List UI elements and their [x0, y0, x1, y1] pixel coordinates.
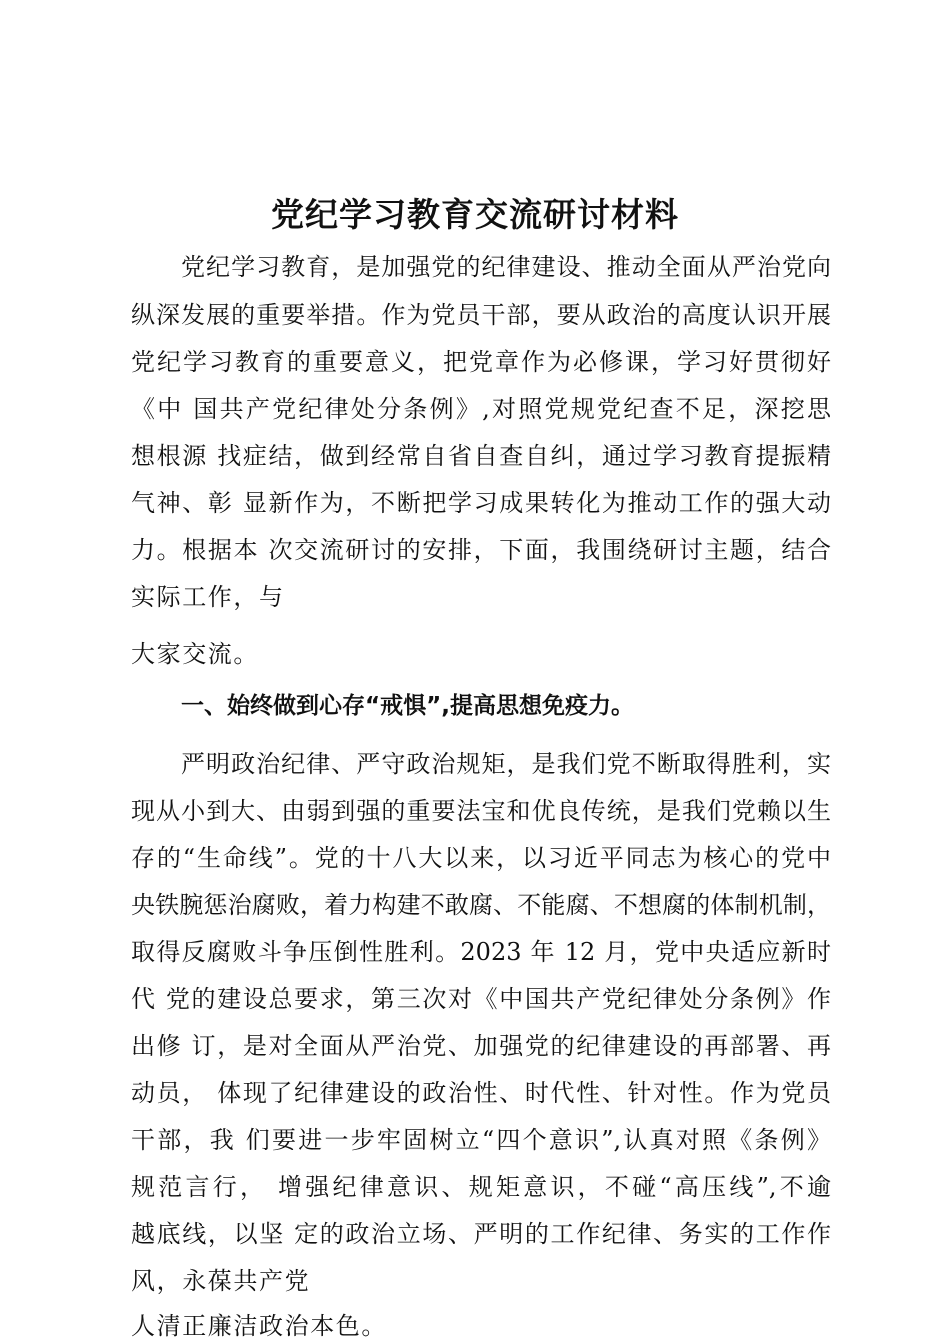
paragraph-1-line-1: 党纪学习教育，是加强党的纪律建设、推动全面从严治党向: [181, 253, 831, 281]
paragraph-1-line-2: 纵深发展的重要举措。作为党员干部，要从政治的高度认识开展: [131, 301, 831, 329]
paragraph-2-line-11: 越底线，以坚 定的政治立场、严明的工作纪律、务实的工作作: [131, 1220, 831, 1248]
section-1-heading: 一、始终做到心存“戒惧”,提高思想免疫力。: [181, 693, 634, 719]
paragraph-1-line-5: 想根源 找症结，做到经常自省自查自纠，通过学习教育提振精: [131, 442, 831, 470]
paragraph-2-line-5: 取得反腐败斗争压倒性胜利。2023 年 12 月，党中央适应新时: [131, 938, 831, 966]
paragraph-2-line-1: 严明政治纪律、严守政治规矩，是我们党不断取得胜利，实: [181, 750, 831, 778]
paragraph-1-line-6: 气神、彰 显新作为，不断把学习成果转化为推动工作的强大动: [131, 489, 831, 517]
paragraph-2-line-2: 现从小到大、由弱到强的重要法宝和优良传统，是我们党赖以生: [131, 797, 831, 825]
paragraph-1-line-4: 《中 国共产党纪律处分条例》,对照党规党纪查不足，深挖思: [131, 395, 831, 423]
paragraph-2-line-7: 出修 订，是对全面从严治党、加强党的纪律建设的再部署、再: [131, 1032, 831, 1060]
paragraph-2-line-6: 代 党的建设总要求，第三次对《中国共产党纪律处分条例》作: [131, 985, 831, 1013]
paragraph-1-line-3: 党纪学习教育的重要意义，把党章作为必修课，学习好贯彻好: [131, 348, 831, 376]
paragraph-2-line-3: 存的“生命线”。党的十八大以来，以习近平同志为核心的党中: [131, 844, 831, 872]
paragraph-2-line-10: 规范言行， 增强纪律意识、规矩意识，不碰“高压线”,不逾: [131, 1173, 831, 1201]
paragraph-2-line-12: 风，永葆共产党: [131, 1267, 311, 1295]
paragraph-2-tail: 人清正廉洁政治本色。: [131, 1312, 387, 1340]
paragraph-2-line-9: 干部，我 们要进一步牢固树立“四个意识”,认真对照《条例》: [131, 1126, 831, 1154]
document-title: 党纪学习教育交流研讨材料: [271, 195, 679, 234]
paragraph-1-tail: 大家交流。: [131, 640, 259, 668]
paragraph-1-line-8: 实际工作，与: [131, 583, 285, 611]
paragraph-1-line-7: 力。根据本 次交流研讨的安排，下面，我围绕研讨主题，结合: [131, 536, 831, 564]
paragraph-2-line-8: 动员， 体现了纪律建设的政治性、时代性、针对性。作为党员: [131, 1079, 831, 1107]
paragraph-2-line-4: 央铁腕惩治腐败，着力构建不敢腐、不能腐、不想腐的体制机制，: [131, 891, 831, 919]
